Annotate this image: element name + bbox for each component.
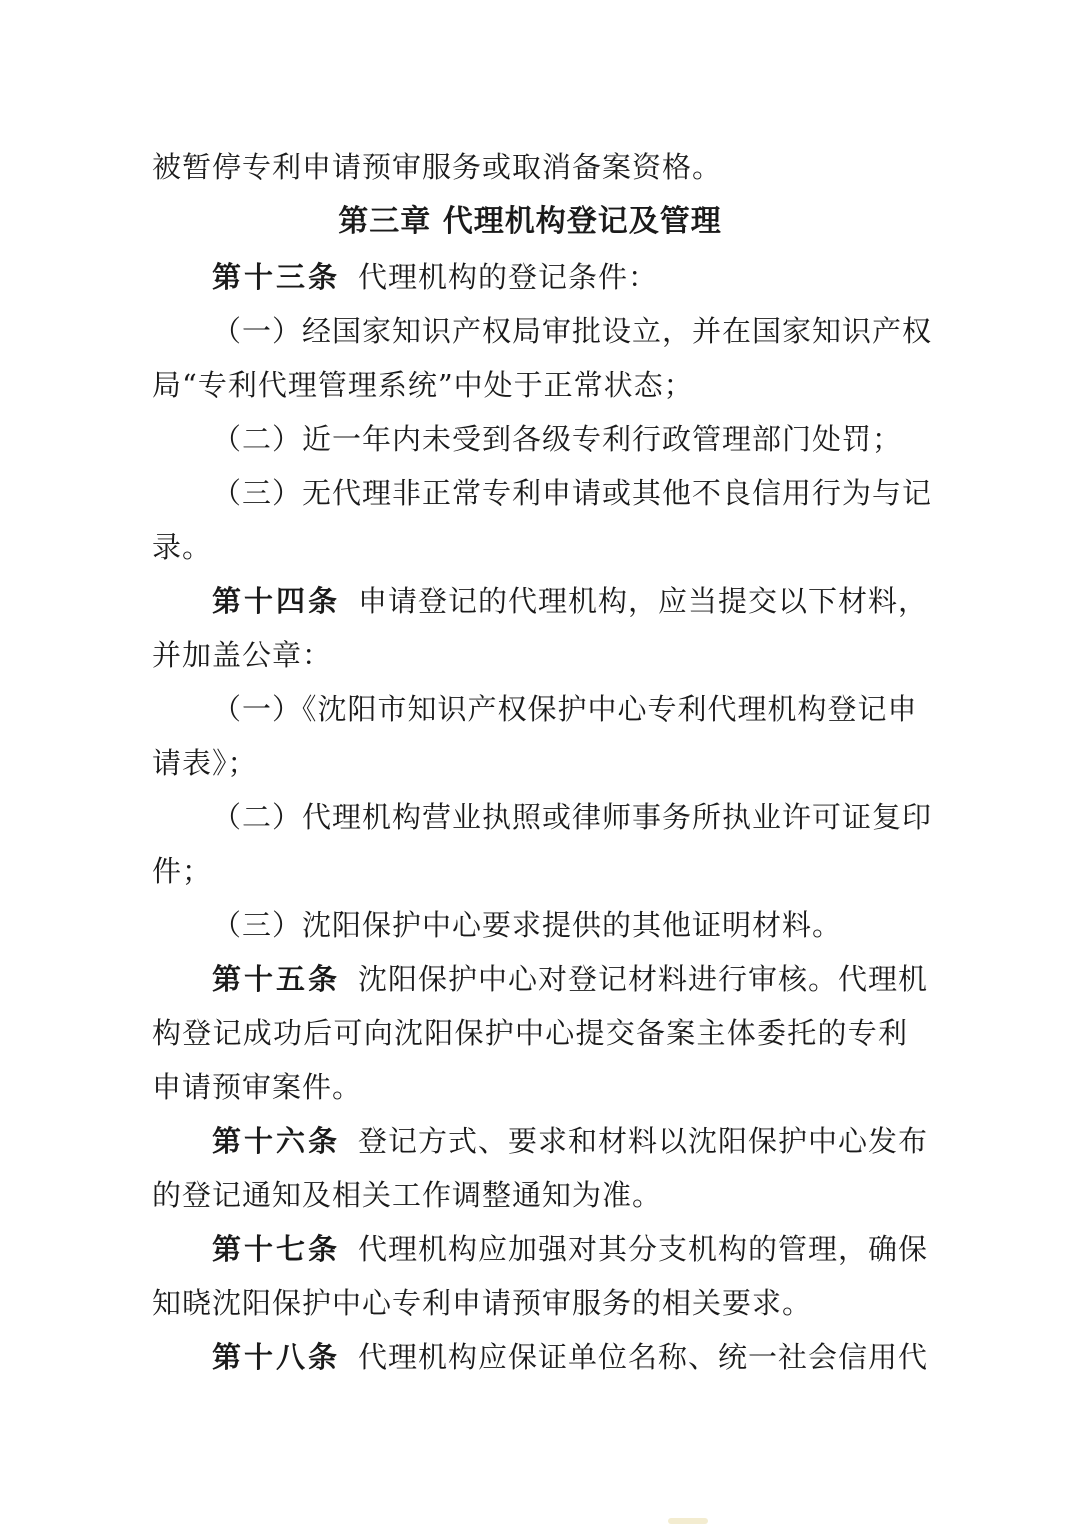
article-15-text: 沈阳保护中心对登记材料进行审核。代理机 <box>358 962 929 996</box>
article-13-item-1-cont: 局“专利代理管理系统”中处于正常状态； <box>152 368 694 402</box>
article-13-line <box>152 250 908 304</box>
article-16-label: 第十六条 <box>212 1124 341 1158</box>
article-13-label: 第十三条 <box>212 260 341 294</box>
article-13-item-3: （三）无代理非正常专利申请或其他不良信用行为与记 <box>212 476 933 510</box>
article-16-text: 登记方式、要求和材料以沈阳保护中心发布 <box>358 1124 929 1158</box>
article-14-item-1-cont: 请表》； <box>152 746 258 780</box>
article-14-text: 申请登记的代理机构，应当提交以下材料， <box>358 584 929 618</box>
article-18-label: 第十八条 <box>212 1340 341 1374</box>
article-13-item-1: （一）经国家知识产权局审批设立，并在国家知识产权 <box>212 314 933 348</box>
scan-mark <box>668 1518 708 1524</box>
article-14-line <box>152 574 929 628</box>
article-15-text-end: 申请预审案件。 <box>152 1070 363 1104</box>
article-15-label: 第十五条 <box>212 962 341 996</box>
article-14-item-2-cont: 件； <box>152 854 213 888</box>
article-17-line <box>152 1222 929 1276</box>
article-17-text: 代理机构应加强对其分支机构的管理，确保 <box>358 1232 929 1266</box>
article-14-label: 第十四条 <box>212 584 341 618</box>
article-17-text-cont: 知晓沈阳保护中心专利申请预审服务的相关要求。 <box>152 1286 813 1320</box>
article-16-line <box>152 1114 929 1168</box>
article-14-item-3: （三）沈阳保护中心要求提供的其他证明材料。 <box>212 908 843 942</box>
article-14-item-1: （一）《沈阳市知识产权保护中心专利代理机构登记申 <box>212 692 918 726</box>
document-page <box>152 140 933 1384</box>
article-15-line <box>152 952 929 1006</box>
article-13-item-3-cont: 录。 <box>152 530 213 564</box>
paragraph-line: 被暂停专利申请预审服务或取消备案资格。 <box>152 150 723 184</box>
article-14-item-2: （二）代理机构营业执照或律师事务所执业许可证复印 <box>212 800 933 834</box>
chapter-heading: 第三章 代理机构登记及管理 <box>338 204 722 239</box>
article-15-text-cont: 构登记成功后可向沈阳保护中心提交备案主体委托的专利 <box>152 1016 908 1050</box>
article-17-label: 第十七条 <box>212 1232 341 1266</box>
article-18-line <box>152 1330 929 1384</box>
article-14-text-cont: 并加盖公章： <box>152 638 333 672</box>
article-16-text-cont: 的登记通知及相关工作调整通知为准。 <box>152 1178 663 1212</box>
article-18-text: 代理机构应保证单位名称、统一社会信用代 <box>358 1340 929 1374</box>
article-13-item-2: （二）近一年内未受到各级专利行政管理部门处罚； <box>212 422 903 456</box>
article-13-text: 代理机构的登记条件： <box>358 260 659 294</box>
